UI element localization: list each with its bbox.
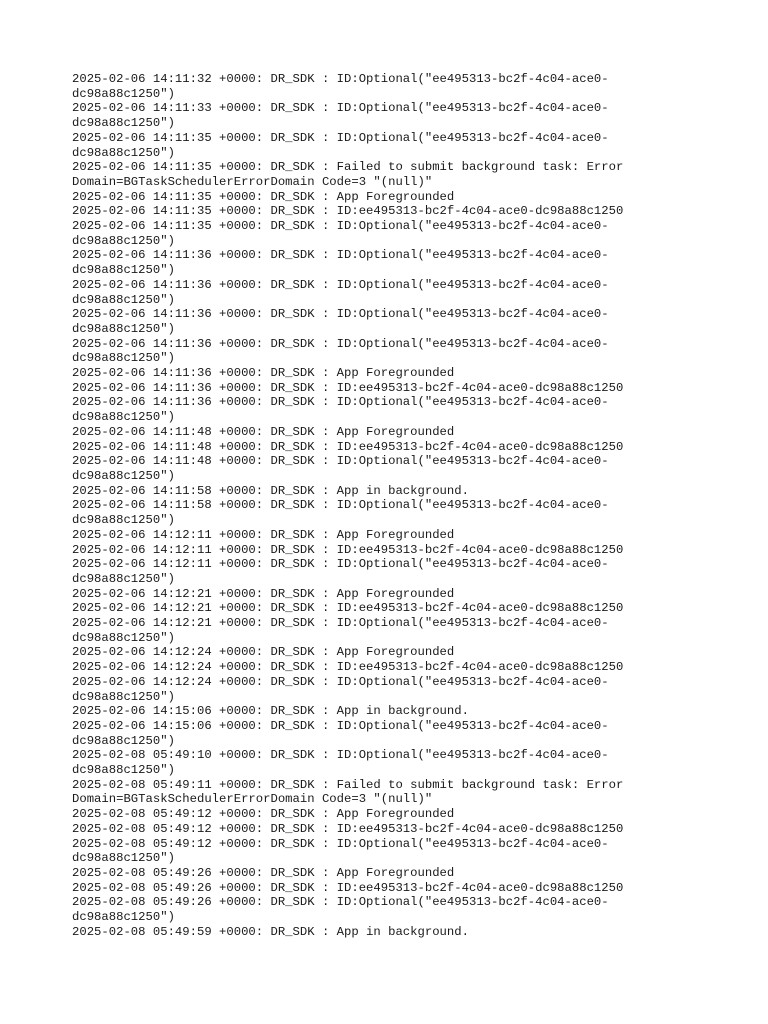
log-line: dc98a88c1250")	[72, 513, 175, 528]
log-line: dc98a88c1250")	[72, 292, 175, 307]
log-line: 2025-02-06 14:12:24 +0000: DR_SDK : ID:ee495313-bc2f-4c04-ace0-dc98a88c1250	[72, 660, 624, 675]
log-document	[72, 72, 672, 939]
log-line: 2025-02-08 05:49:11 +0000: DR_SDK : Failed to submit background task: Error	[72, 777, 624, 792]
log-line: dc98a88c1250")	[72, 321, 175, 336]
log-line: 2025-02-08 05:49:12 +0000: DR_SDK : ID:ee495313-bc2f-4c04-ace0-dc98a88c1250	[72, 821, 624, 836]
log-line: dc98a88c1250")	[72, 351, 175, 366]
log-line: 2025-02-06 14:11:58 +0000: DR_SDK : App in background.	[72, 483, 469, 498]
log-line: dc98a88c1250")	[72, 733, 175, 748]
log-line: 2025-02-06 14:11:36 +0000: DR_SDK : ID:Optional("ee495313-bc2f-4c04-ace0-	[72, 395, 609, 410]
log-line: 2025-02-06 14:11:35 +0000: DR_SDK : ID:Optional("ee495313-bc2f-4c04-ace0-	[72, 130, 609, 145]
log-line: 2025-02-08 05:49:59 +0000: DR_SDK : App in background.	[72, 924, 469, 939]
log-line: 2025-02-06 14:11:36 +0000: DR_SDK : ID:Optional("ee495313-bc2f-4c04-ace0-	[72, 307, 609, 322]
log-line: 2025-02-08 05:49:26 +0000: DR_SDK : ID:Optional("ee495313-bc2f-4c04-ace0-	[72, 895, 609, 910]
log-line: 2025-02-06 14:12:11 +0000: DR_SDK : ID:Optional("ee495313-bc2f-4c04-ace0-	[72, 557, 609, 572]
log-line: dc98a88c1250")	[72, 145, 175, 160]
log-line: 2025-02-06 14:15:06 +0000: DR_SDK : ID:Optional("ee495313-bc2f-4c04-ace0-	[72, 718, 609, 733]
log-line: 2025-02-06 14:11:36 +0000: DR_SDK : ID:Optional("ee495313-bc2f-4c04-ace0-	[72, 277, 609, 292]
log-line: 2025-02-06 14:11:35 +0000: DR_SDK : ID:Optional("ee495313-bc2f-4c04-ace0-	[72, 219, 609, 234]
log-line: 2025-02-06 14:11:32 +0000: DR_SDK : ID:Optional("ee495313-bc2f-4c04-ace0-	[72, 72, 609, 86]
log-line: 2025-02-06 14:12:21 +0000: DR_SDK : App Foregrounded	[72, 586, 455, 601]
log-line: dc98a88c1250")	[72, 233, 175, 248]
log-line: Domain=BGTaskSchedulerErrorDomain Code=3 "(null)"	[72, 174, 433, 189]
log-line: 2025-02-06 14:11:48 +0000: DR_SDK : ID:ee495313-bc2f-4c04-ace0-dc98a88c1250	[72, 439, 624, 454]
log-line: Domain=BGTaskSchedulerErrorDomain Code=3 "(null)"	[72, 792, 433, 807]
log-line: 2025-02-06 14:11:36 +0000: DR_SDK : ID:Optional("ee495313-bc2f-4c04-ace0-	[72, 248, 609, 263]
log-line: 2025-02-06 14:11:36 +0000: DR_SDK : ID:ee495313-bc2f-4c04-ace0-dc98a88c1250	[72, 380, 624, 395]
log-line: dc98a88c1250")	[72, 86, 175, 101]
log-line: dc98a88c1250")	[72, 910, 175, 925]
log-line: 2025-02-06 14:15:06 +0000: DR_SDK : App in background.	[72, 704, 469, 719]
log-line: 2025-02-06 14:12:11 +0000: DR_SDK : ID:ee495313-bc2f-4c04-ace0-dc98a88c1250	[72, 542, 624, 557]
log-line: dc98a88c1250")	[72, 630, 175, 645]
log-line: 2025-02-08 05:49:12 +0000: DR_SDK : App Foregrounded	[72, 807, 455, 822]
log-line: 2025-02-06 14:12:21 +0000: DR_SDK : ID:ee495313-bc2f-4c04-ace0-dc98a88c1250	[72, 601, 624, 616]
log-line: 2025-02-06 14:11:36 +0000: DR_SDK : App Foregrounded	[72, 366, 455, 381]
log-line: 2025-02-06 14:12:21 +0000: DR_SDK : ID:Optional("ee495313-bc2f-4c04-ace0-	[72, 616, 609, 631]
log-line: 2025-02-06 14:11:35 +0000: DR_SDK : Failed to submit background task: Error	[72, 160, 624, 175]
log-line: dc98a88c1250")	[72, 763, 175, 778]
log-line: 2025-02-06 14:11:48 +0000: DR_SDK : App Foregrounded	[72, 424, 455, 439]
log-line: 2025-02-06 14:11:33 +0000: DR_SDK : ID:Optional("ee495313-bc2f-4c04-ace0-	[72, 101, 609, 116]
log-line: dc98a88c1250")	[72, 263, 175, 278]
log-line: 2025-02-08 05:49:10 +0000: DR_SDK : ID:Optional("ee495313-bc2f-4c04-ace0-	[72, 748, 609, 763]
log-line: 2025-02-06 14:12:11 +0000: DR_SDK : App Foregrounded	[72, 527, 455, 542]
log-line: 2025-02-06 14:11:36 +0000: DR_SDK : ID:Optional("ee495313-bc2f-4c04-ace0-	[72, 336, 609, 351]
log-line: 2025-02-06 14:11:58 +0000: DR_SDK : ID:Optional("ee495313-bc2f-4c04-ace0-	[72, 498, 609, 513]
log-line: 2025-02-06 14:12:24 +0000: DR_SDK : ID:Optional("ee495313-bc2f-4c04-ace0-	[72, 674, 609, 689]
log-line: 2025-02-08 05:49:12 +0000: DR_SDK : ID:Optional("ee495313-bc2f-4c04-ace0-	[72, 836, 609, 851]
log-line: dc98a88c1250")	[72, 571, 175, 586]
log-line: dc98a88c1250")	[72, 851, 175, 866]
log-line: 2025-02-08 05:49:26 +0000: DR_SDK : ID:ee495313-bc2f-4c04-ace0-dc98a88c1250	[72, 880, 624, 895]
log-line: 2025-02-06 14:11:35 +0000: DR_SDK : App Foregrounded	[72, 189, 455, 204]
log-line: 2025-02-06 14:11:35 +0000: DR_SDK : ID:ee495313-bc2f-4c04-ace0-dc98a88c1250	[72, 204, 624, 219]
log-line: dc98a88c1250")	[72, 410, 175, 425]
log-line: dc98a88c1250")	[72, 116, 175, 131]
log-line: 2025-02-06 14:11:48 +0000: DR_SDK : ID:Optional("ee495313-bc2f-4c04-ace0-	[72, 454, 609, 469]
log-line: dc98a88c1250")	[72, 468, 175, 483]
log-line: 2025-02-08 05:49:26 +0000: DR_SDK : App Foregrounded	[72, 865, 455, 880]
log-line: 2025-02-06 14:12:24 +0000: DR_SDK : App Foregrounded	[72, 645, 455, 660]
log-line: dc98a88c1250")	[72, 689, 175, 704]
